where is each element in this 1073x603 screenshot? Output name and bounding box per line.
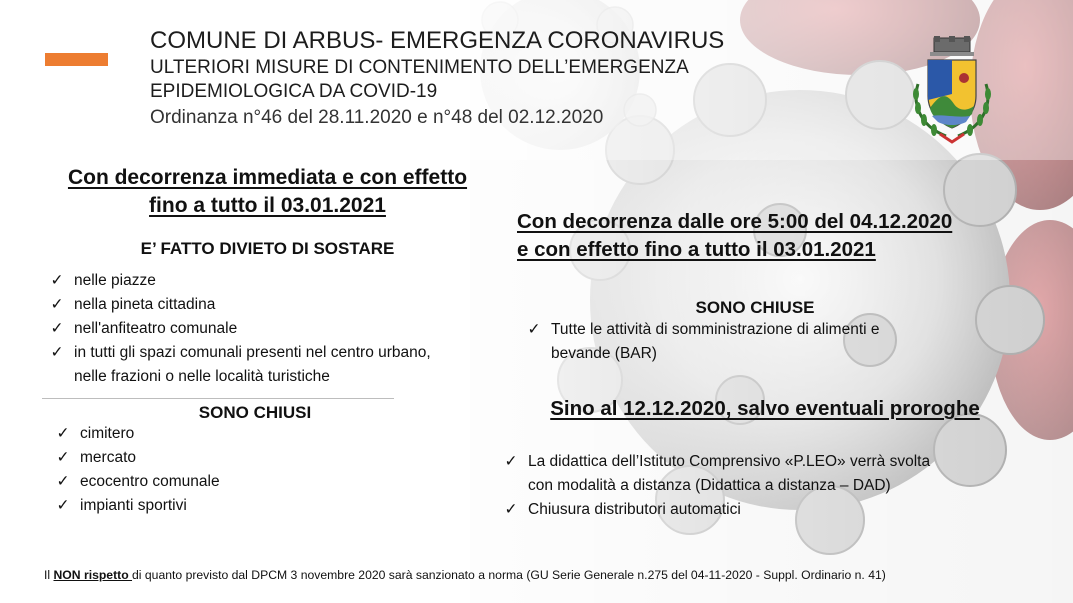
list-item-continuation: nelle frazioni o nelle località turistiche [74, 368, 330, 385]
right-title-line1: Con decorrenza dalle ore 5:00 del 04.12.2020 [517, 210, 953, 233]
check-icon: ✓ [50, 272, 64, 289]
list-item: ✓ Chiusura distributori automatici [502, 498, 1022, 522]
check-icon: ✓ [504, 453, 518, 470]
section-divider [42, 398, 394, 399]
list-item: ✓ nella pineta cittadina [48, 293, 518, 317]
list-item: ✓ in tutti gli spazi comunali presenti nel centro urbano, [48, 341, 518, 365]
list-item: ✓ La didattica dell’Istituto Comprensivo «P.LEO» verrà svolta [502, 450, 1022, 474]
accent-bar-fill [45, 53, 108, 66]
coat-of-arms-icon [906, 34, 998, 148]
footer-emphasis: NON rispetto [53, 568, 133, 582]
check-icon: ✓ [527, 321, 541, 338]
chiuse-heading: SONO CHIUSE [695, 298, 815, 317]
check-icon: ✓ [504, 501, 518, 518]
accent-bar [45, 53, 108, 66]
list-item: ✓ nell'anfiteatro comunale [48, 317, 518, 341]
check-icon: ✓ [56, 473, 70, 490]
chiuse-list [525, 318, 965, 366]
list-item: ✓ Tutte le attività di somministrazione di alimenti e [525, 318, 965, 342]
divieto-heading: E’ FATTO DIVIETO DI SOSTARE [140, 239, 395, 258]
left-title-line2: fino a tutto il 03.01.2021 [149, 194, 386, 217]
list-item: ✓ cimitero [54, 422, 474, 446]
check-icon: ✓ [56, 449, 70, 466]
list-item-continuation: bevande (BAR) [551, 345, 657, 362]
slide-subtitle-line2: EPIDEMIOLOGICA DA COVID-19 [150, 81, 438, 102]
check-icon: ✓ [50, 344, 64, 361]
list-item: ✓ ecocentro comunale [54, 470, 474, 494]
check-icon: ✓ [50, 320, 64, 337]
right-title-line2: e con effetto fino a tutto il 03.01.2021 [517, 238, 876, 261]
ordinance-reference: Ordinanza n°46 del 28.11.2020 e n°48 del 02.12.2020 [150, 107, 604, 128]
sino-list [502, 450, 1022, 522]
right-section-title [517, 208, 1037, 264]
list-item: ✓ impianti sportivi [54, 494, 474, 518]
footer-note [44, 568, 886, 582]
check-icon: ✓ [50, 296, 64, 313]
check-icon: ✓ [56, 497, 70, 514]
footer-text: di quanto previsto dal DPCM 3 novembre 2020 sarà sanzionato a norma (GU Serie Generale n.275 del 04-11-2020 - Suppl. Ordinario n. 41) [132, 568, 886, 582]
divieto-list [48, 269, 518, 389]
list-item-continuation: con modalità a distanza (Didattica a distanza – DAD) [528, 477, 891, 494]
left-title-line1: Con decorrenza immediata e con effetto [67, 166, 468, 189]
footer-prefix: Il [44, 568, 54, 582]
check-icon: ✓ [56, 425, 70, 442]
list-item: ✓ mercato [54, 446, 474, 470]
slide-header [150, 26, 870, 132]
slide-subtitle-line1: ULTERIORI MISURE DI CONTENIMENTO DELL’EMERGENZA [150, 57, 689, 78]
list-item: ✓ nelle piazze [48, 269, 518, 293]
slide-title: COMUNE DI ARBUS- EMERGENZA CORONAVIRUS [150, 27, 725, 54]
left-section-title [30, 164, 505, 220]
chiusi-heading: SONO CHIUSI [198, 403, 312, 422]
chiusi-list [54, 422, 474, 518]
sino-al-title: Sino al 12.12.2020, salvo eventuali proroghe [550, 397, 980, 420]
